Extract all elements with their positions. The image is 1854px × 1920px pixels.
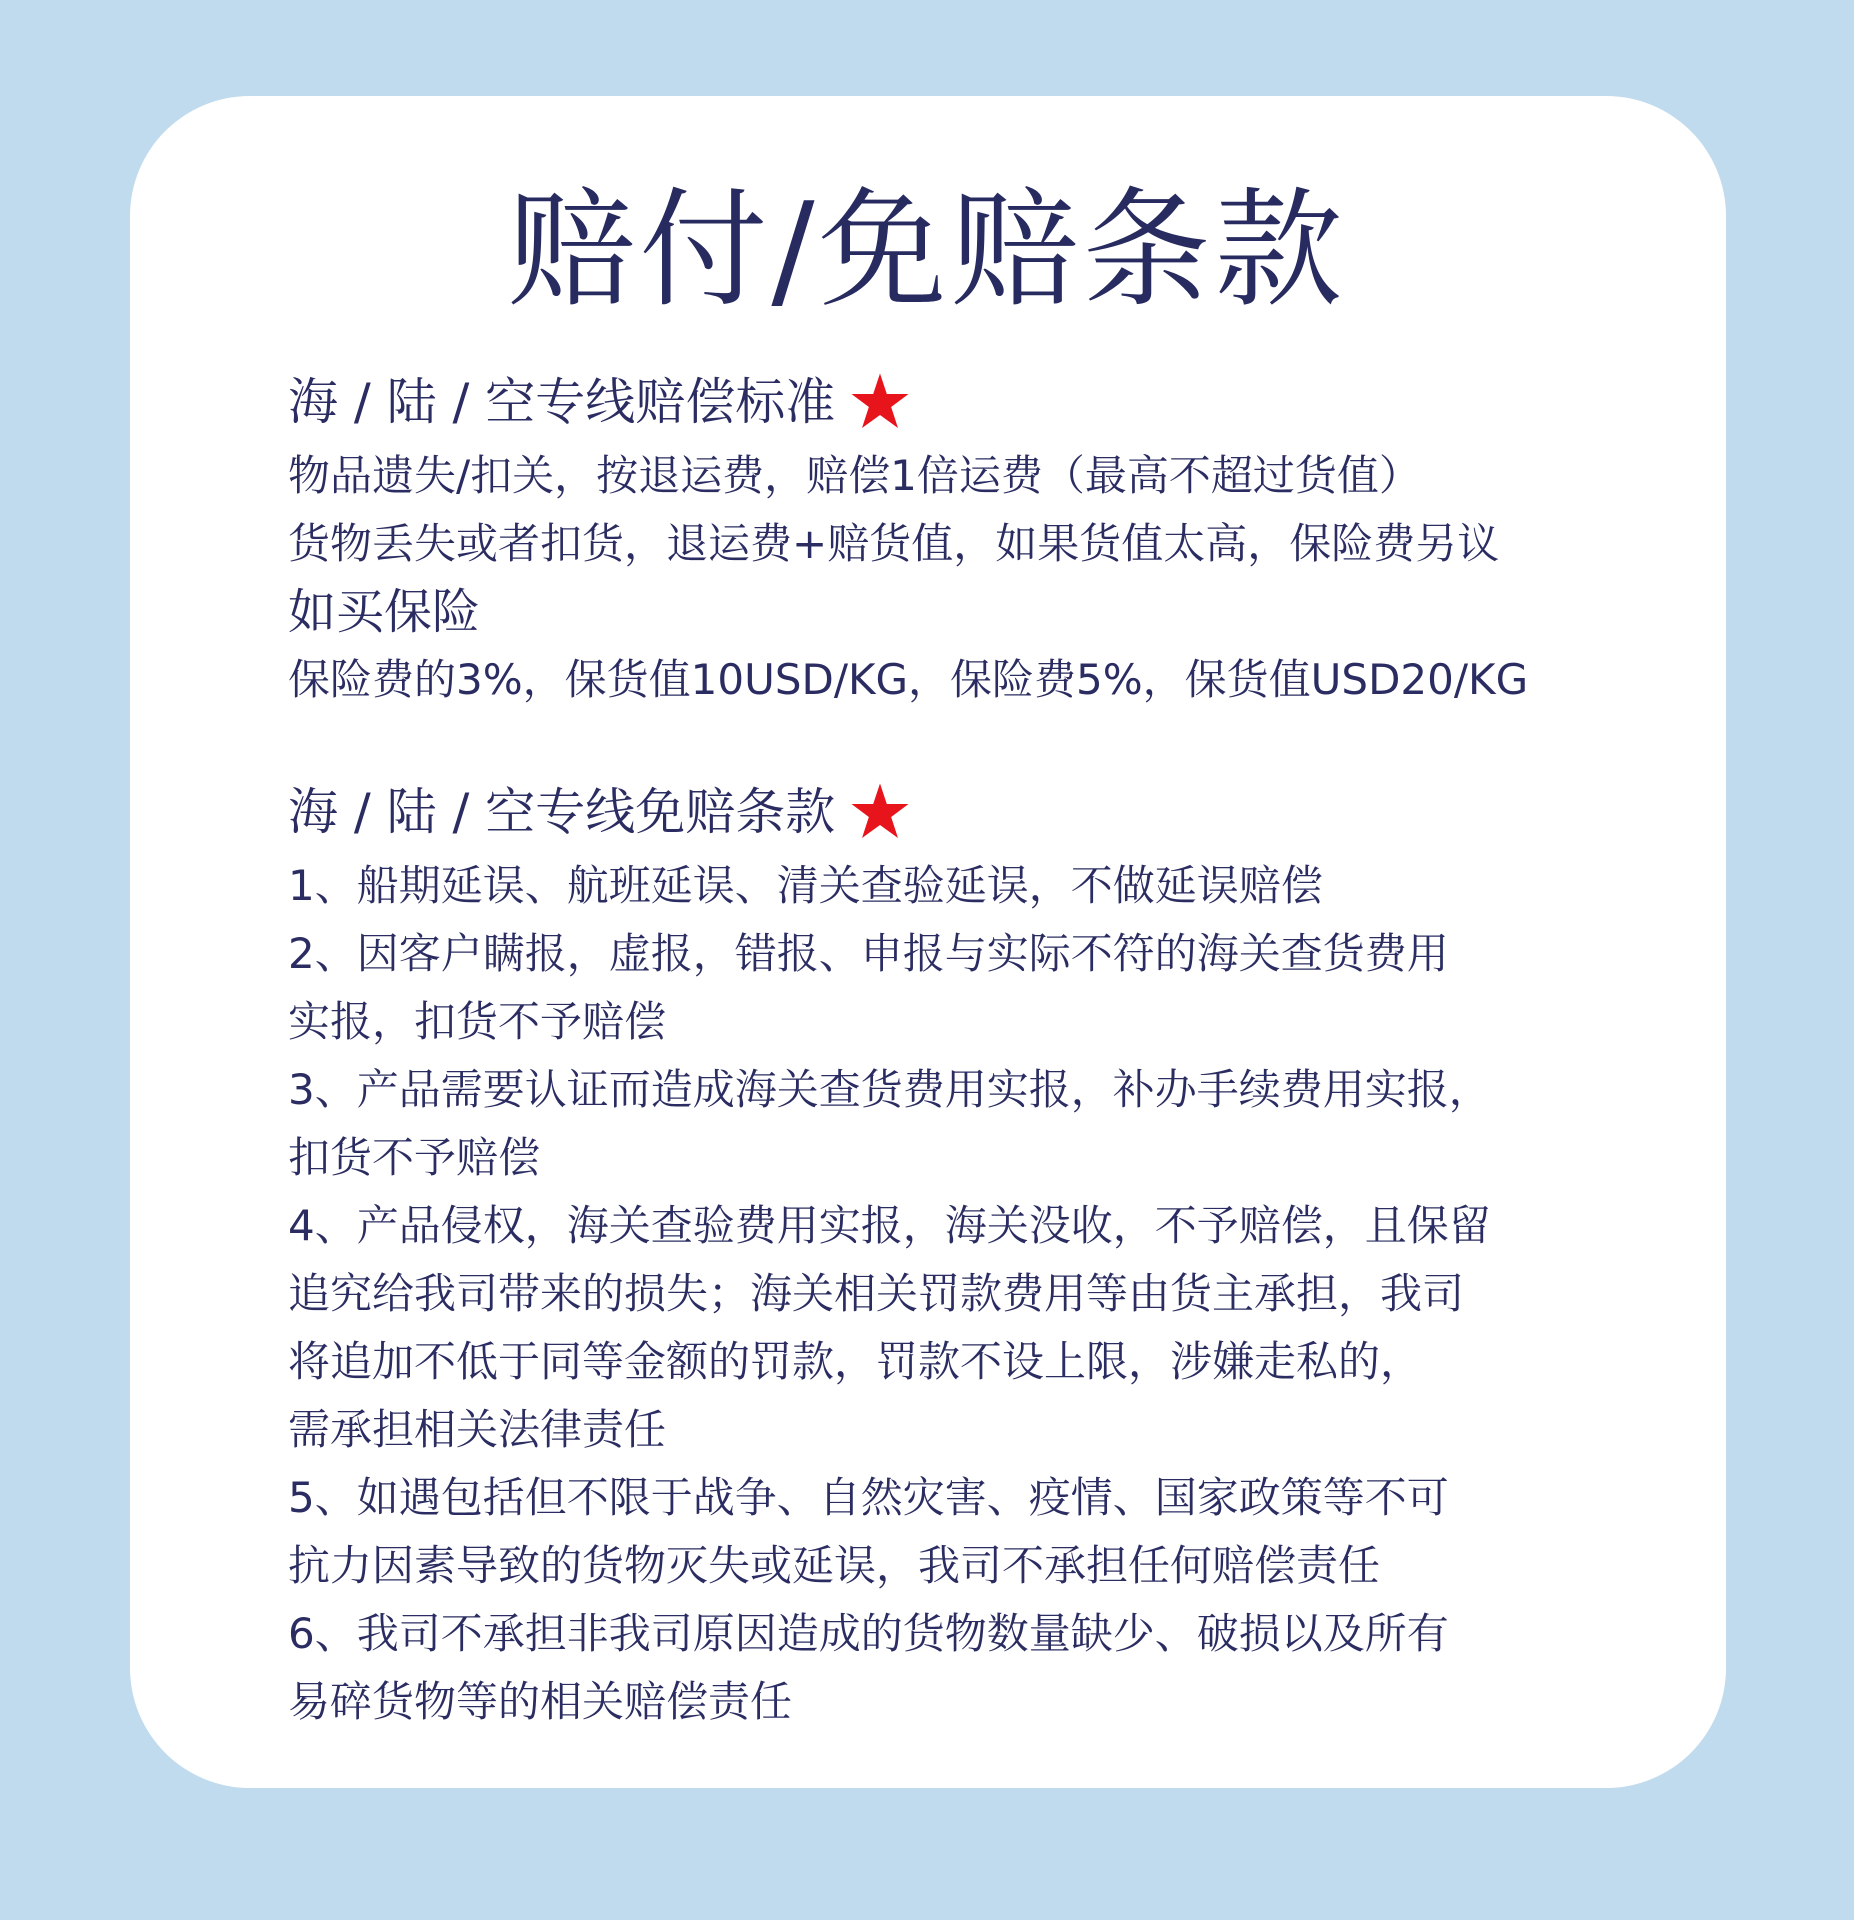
section-heading-exemption xyxy=(288,772,1588,852)
exemption-line: 抗力因素导致的货物灭失或延误，我司不承担任何赔偿责任 xyxy=(288,1541,1381,1590)
exemption-line: 5、如遇包括但不限于战争、自然灾害、疫情、国家政策等不可 xyxy=(288,1473,1449,1522)
section-heading-compensation xyxy=(288,362,1588,442)
section-gap xyxy=(288,714,1588,772)
exemption-line: 追究给我司带来的损失；海关相关罚款费用等由货主承担，我司 xyxy=(288,1269,1465,1318)
compensation-line: 物品遗失/扣关，按退运费，赔偿1倍运费（最高不超过货值） xyxy=(288,451,1421,500)
section-heading-exemption-label: 海 / 陆 / 空专线免赔条款 xyxy=(288,783,836,841)
exemption-line: 1、船期延误、航班延误、清关查验延误，不做延误赔偿 xyxy=(288,861,1323,910)
page-title: 赔付/免赔条款 xyxy=(507,176,1347,325)
section-heading-compensation-label: 海 / 陆 / 空专线赔偿标准 xyxy=(288,373,836,431)
red-star-icon xyxy=(849,371,911,433)
compensation-line: 如买保险 xyxy=(288,584,481,640)
exemption-line: 4、产品侵权，海关查验费用实报，海关没收，不予赔偿，且保留 xyxy=(288,1201,1491,1250)
exemption-line: 易碎货物等的相关赔偿责任 xyxy=(288,1677,793,1726)
exemption-line: 6、我司不承担非我司原因造成的货物数量缺少、破损以及所有 xyxy=(288,1609,1449,1658)
exemption-line: 扣货不予赔偿 xyxy=(288,1133,541,1182)
exemption-line: 3、产品需要认证而造成海关查货费用实报，补办手续费用实报， xyxy=(288,1065,1491,1114)
compensation-line: 货物丢失或者扣货，退运费+赔货值，如果货值太高，保险费另议 xyxy=(288,519,1500,568)
compensation-line: 保险费的3%，保货值10USD/KG，保险费5%，保货值USD20/KG xyxy=(288,655,1529,704)
red-star-icon xyxy=(849,781,911,843)
exemption-line: 将追加不低于同等金额的罚款，罚款不设上限，涉嫌走私的， xyxy=(288,1337,1423,1386)
exemption-line: 需承担相关法律责任 xyxy=(288,1405,667,1454)
exemption-line: 2、因客户瞒报，虚报，错报、申报与实际不符的海关查货费用 xyxy=(288,929,1449,978)
terms-content xyxy=(288,362,1588,1736)
exemption-line: 实报，扣货不予赔偿 xyxy=(288,997,667,1046)
